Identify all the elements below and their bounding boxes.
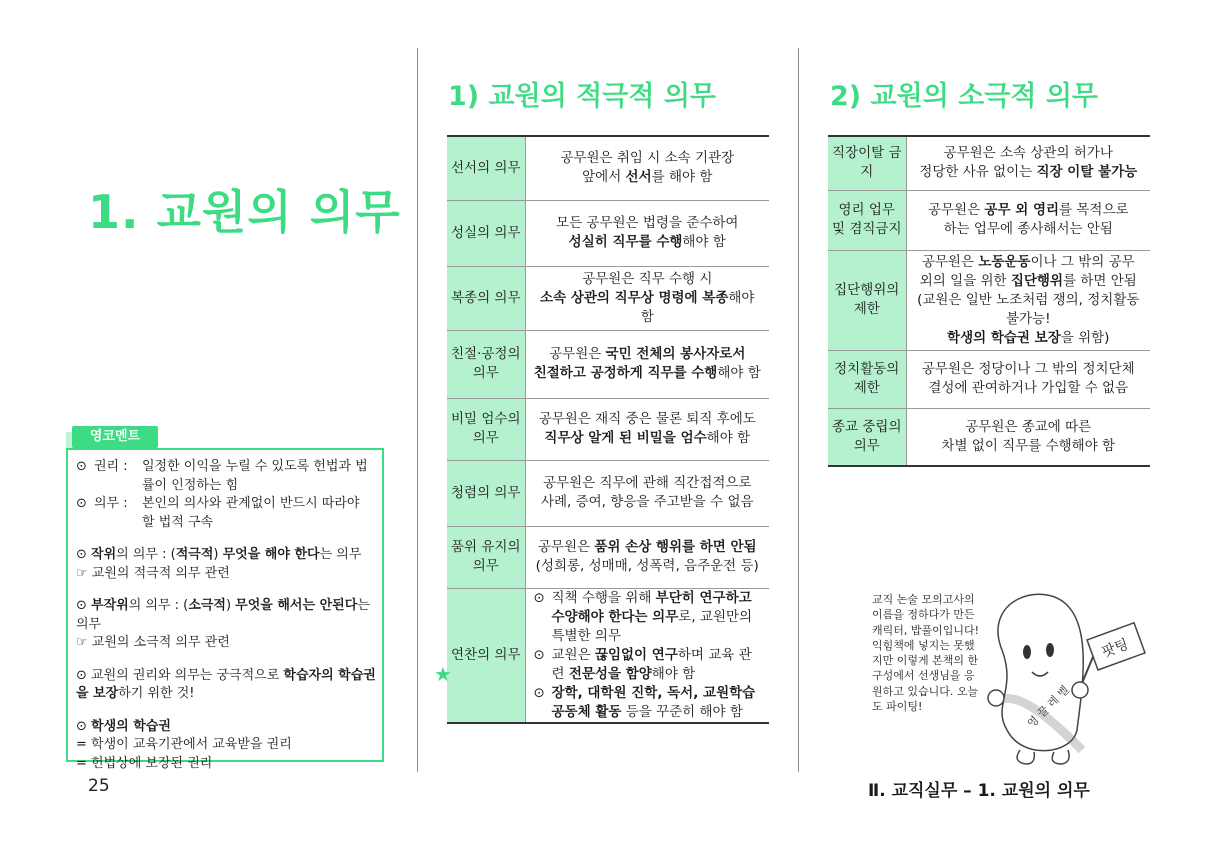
learning-right-def-2: = 헌법상에 보장된 권리 — [76, 755, 213, 771]
description-line — [534, 214, 762, 233]
definition-right — [76, 458, 376, 495]
passive-duty-label: 직장이탈 금지 — [828, 136, 906, 190]
emphasis-text: 전문성을 함양 — [568, 665, 652, 682]
description-line — [915, 253, 1143, 272]
text: 공무원은 — [921, 253, 979, 270]
mascot-speech: 교직 논술 모의고사의 이름을 정하다가 만든 캐릭터, 밥풀이입니다! 익힘책에 넣지는 못했지만 이렇게 본책의 한 구성에서 선생님을 응원하고 있습니다. 오늘도 파이팅! — [872, 593, 980, 714]
text: 공무원은 직무에 관해 직간접적으로 — [543, 475, 752, 491]
active-duty-label: 복종의 의무 — [447, 266, 525, 330]
text: 해야 함 — [717, 365, 761, 381]
column-divider-right — [798, 48, 799, 772]
description-line — [915, 220, 1143, 239]
description-line — [915, 163, 1143, 182]
text: 를 하면 안됨 — [1063, 272, 1137, 289]
ultimate-purpose — [76, 667, 376, 704]
text: ) — [225, 598, 236, 613]
callout-tag: 영코멘트 — [72, 426, 158, 448]
text: 하며 교육 관련 — [551, 646, 752, 682]
emphasis-text: 친절하고 공정하게 직무를 수행 — [533, 365, 718, 381]
term-right: 권리 : — [94, 459, 128, 474]
mascot-flag-text: 팟팅 — [1099, 636, 1131, 661]
mascot-sash-text: 영 끌 레 벨 — [1024, 683, 1072, 731]
active-duty-description — [525, 398, 769, 460]
pointing-hand-icon: ☞ — [76, 635, 88, 650]
emphasis-text: 공무 외 영리 — [984, 202, 1060, 218]
text: 이나 그 밖의 공무 — [1030, 253, 1135, 270]
text: 공무원은 정당이나 그 밖의 정치단체 — [921, 361, 1135, 377]
active-meaning: 무엇을 해야 한다 — [222, 547, 320, 562]
learning-right-title — [76, 718, 376, 737]
text: 등을 꾸준히 해야 함 — [621, 703, 743, 720]
passive-duty-label: 집단행위의 제한 — [828, 250, 906, 350]
passive-duty-row — [828, 350, 1150, 408]
text: 모든 공무원은 법령을 준수하여 — [556, 215, 739, 231]
active-duty-row — [447, 136, 769, 200]
active-duty-title: 1) 교원의 적극적 의무 — [448, 81, 716, 112]
emphasis-text: 선서 — [625, 169, 652, 186]
active-duty-row — [447, 200, 769, 266]
text: 를 목적으로 — [1059, 202, 1129, 218]
emphasis-text: 성실히 직무를 수행 — [568, 234, 683, 250]
text: 의 의무 : ( — [128, 598, 189, 613]
text: 사례, 증여, 향응을 주고받을 수 없음 — [540, 494, 754, 510]
text: 공무원은 — [927, 202, 985, 218]
passive-duty-description — [906, 408, 1150, 466]
bullet-icon: ⊙ — [533, 684, 545, 701]
passive-duty-description — [906, 350, 1150, 408]
active-duty-row — [447, 330, 769, 398]
text: 공무원은 — [549, 346, 606, 362]
text: 는 의무 — [76, 598, 370, 632]
pointing-hand-icon: ☞ — [76, 565, 88, 581]
active-duty-label: 청렴의 의무 — [447, 460, 525, 526]
description-line — [915, 379, 1143, 398]
text: 해야 함 — [706, 430, 751, 446]
emphasis-text: 끊임없이 연구 — [594, 646, 678, 663]
text: 해야 함 — [651, 665, 696, 682]
text: 앞에서 — [582, 169, 626, 186]
description-line — [534, 364, 762, 383]
bullet-icon: ⊙ — [76, 459, 87, 474]
learning-right-def-1: = 학생이 교육기관에서 교육받을 권리 — [76, 737, 292, 752]
description-line — [534, 538, 762, 557]
active-duty-label: 성실의 의무 — [447, 200, 525, 266]
description-line — [915, 291, 1143, 329]
description-line — [534, 149, 762, 168]
active-duty-ref — [76, 565, 376, 584]
text: 해야 함 — [640, 289, 755, 325]
emphasis-text: 소속 상관의 직무상 명령에 복종 — [540, 289, 729, 306]
text: 교원의 권리와 의무는 궁극적으로 — [91, 667, 284, 683]
emphasis-text: 직장 이탈 불가능 — [1036, 164, 1138, 181]
active-duty-table — [447, 135, 769, 724]
ref-text: 교원의 적극적 의무 관련 — [91, 565, 230, 581]
bullet-text — [552, 646, 762, 684]
passive-duty-table — [828, 135, 1150, 467]
bullet-text — [552, 589, 762, 646]
text: 교원은 — [551, 646, 595, 663]
text: (교원은 일반 노조처럼 쟁의, 정치활동 불가능! — [917, 291, 1140, 327]
emphasis-text: 부단히 연구하고 수양해야 한다는 의무 — [551, 589, 752, 625]
description-line — [915, 360, 1143, 379]
emphasis-text: 직무상 알게 된 비밀을 엄수 — [544, 430, 707, 446]
description-line — [915, 418, 1143, 437]
active-duty-row — [447, 266, 769, 330]
passive-duty-description — [906, 250, 1150, 350]
emphasis-text: 장학, 대학원 진학, 독서, 교원학습공동체 활동 — [551, 684, 756, 720]
description-line — [534, 429, 762, 448]
page-number: 25 — [88, 776, 110, 796]
active-duty-label: 연찬의 의무 — [447, 588, 525, 723]
description-line — [534, 474, 762, 493]
description-line — [534, 270, 762, 289]
young-comment-box — [66, 448, 384, 771]
active-duty-description — [525, 200, 769, 266]
bullet-icon: ⊙ — [533, 646, 545, 663]
passive-duty-description — [906, 136, 1150, 190]
active-duty-description — [525, 588, 769, 723]
passive-duty-description — [906, 190, 1150, 250]
rice-mascot-illustration — [962, 580, 1152, 770]
column-divider-left — [417, 48, 418, 772]
active-duty-description — [525, 330, 769, 398]
text: 로, 교원만의 특별한 의무 — [551, 608, 753, 644]
term-active-kr: 적극적 — [175, 547, 214, 562]
active-duty-label: 품위 유지의 의무 — [447, 526, 525, 588]
active-duty-label: 친절·공정의 의무 — [447, 330, 525, 398]
term-active: 작위 — [91, 547, 117, 562]
bullet-text — [552, 684, 762, 722]
learning-right-heading: 학생의 학습권 — [91, 718, 171, 734]
emphasis-text: 품위 손상 행위를 하면 안됨 — [594, 539, 757, 555]
bullet-icon: ⊙ — [76, 496, 87, 511]
text: 의 의무 : ( — [116, 547, 176, 562]
text: 직책 수행을 위해 — [551, 589, 656, 606]
active-duty-row — [447, 588, 769, 723]
description-line — [534, 168, 762, 187]
description-bullet-item — [534, 646, 762, 684]
active-duty-definition — [76, 546, 376, 565]
emphasis: 학습자의 학습권을 보장 — [76, 667, 376, 701]
text: 를 해야 함 — [651, 169, 713, 186]
description-line — [915, 437, 1143, 456]
description-line — [534, 289, 762, 327]
term-passive-kr: 소극적 — [188, 598, 226, 613]
bullet-icon: ⊙ — [76, 718, 87, 734]
text: 공무원은 재직 중은 물론 퇴직 후에도 — [538, 411, 756, 427]
bullet-icon: ⊙ — [76, 547, 87, 562]
text: 공무원은 종교에 따른 — [965, 418, 1092, 435]
description-line — [534, 557, 762, 576]
description-line — [915, 329, 1143, 348]
passive-duty-row — [828, 408, 1150, 466]
active-duty-label: 비밀 엄수의 의무 — [447, 398, 525, 460]
active-duty-label: 선서의 의무 — [447, 136, 525, 200]
text: 결성에 관여하거나 가입할 수 없음 — [928, 380, 1129, 396]
emphasis-text: 노동운동 — [978, 253, 1031, 270]
definition-duty-text: 본인의 의사와 관계없이 반드시 따라야 할 법적 구속 — [142, 496, 360, 530]
passive-duty-row — [828, 136, 1150, 190]
passive-duty-row — [828, 190, 1150, 250]
passive-duty-definition — [76, 597, 376, 634]
text: 공무원은 취임 시 소속 기관장 — [560, 150, 735, 167]
text: 공무원은 소속 상관의 허가나 — [943, 145, 1113, 162]
bullet-icon: ⊙ — [76, 598, 87, 613]
emphasis-text: 집단행위 — [1010, 272, 1063, 289]
page-title: 1. 교원의 의무 — [88, 185, 401, 239]
active-duty-description — [525, 460, 769, 526]
active-duty-row — [447, 398, 769, 460]
description-bullet-item — [534, 589, 762, 646]
description-line — [915, 201, 1143, 220]
description-line — [915, 144, 1143, 163]
text: 하는 업무에 종사해서는 안됨 — [943, 221, 1113, 237]
text: 차별 없이 직무를 수행해야 함 — [941, 437, 1116, 454]
active-duty-description — [525, 526, 769, 588]
bullet-icon: ⊙ — [533, 589, 545, 606]
active-duty-row — [447, 526, 769, 588]
text: 공무원은 직무 수행 시 — [582, 270, 713, 287]
passive-duty-ref — [76, 634, 376, 653]
description-bullet-item — [534, 684, 762, 722]
active-duty-description — [525, 136, 769, 200]
active-duty-row — [447, 460, 769, 526]
text: (성희롱, 성매매, 성폭력, 음주운전 등) — [535, 558, 759, 574]
text: 공무원은 — [537, 539, 595, 555]
description-line — [534, 233, 762, 252]
description-line — [915, 272, 1143, 291]
description-line — [534, 493, 762, 512]
text: 는 의무 — [319, 547, 362, 562]
emphasis-text: 국민 전체의 봉사자로서 — [605, 346, 746, 362]
text: 외의 일을 위한 — [919, 272, 1011, 289]
star-icon: ★ — [434, 662, 452, 686]
passive-duty-label: 종교 중립의 의무 — [828, 408, 906, 466]
definition-right-text: 일정한 이익을 누릴 수 있도록 헌법과 법률이 인정하는 힘 — [142, 459, 368, 493]
description-line — [534, 410, 762, 429]
passive-duty-label: 영리 업무 및 겸직금지 — [828, 190, 906, 250]
term-duty: 의무 : — [94, 496, 128, 511]
active-duty-description — [525, 266, 769, 330]
passive-meaning: 무엇을 해서는 안된다 — [235, 598, 358, 613]
term-passive: 부작위 — [91, 598, 129, 613]
ref-text: 교원의 소극적 의무 관련 — [91, 635, 230, 650]
bullet-icon: ⊙ — [76, 667, 87, 683]
text: 정당한 사유 없이는 — [919, 164, 1037, 181]
definition-duty — [76, 495, 376, 532]
description-line — [534, 345, 762, 364]
text: 해야 함 — [682, 234, 726, 250]
text: 을 위함) — [1060, 329, 1110, 346]
running-footer: Ⅱ. 교직실무 – 1. 교원의 의무 — [868, 781, 1090, 801]
emphasis-text: 학생의 학습권 보장 — [947, 329, 1061, 346]
passive-duty-title: 2) 교원의 소극적 의무 — [830, 81, 1098, 112]
text: 하기 위한 것! — [118, 686, 195, 701]
text: ) — [213, 547, 223, 562]
passive-duty-row — [828, 250, 1150, 350]
passive-duty-label: 정치활동의 제한 — [828, 350, 906, 408]
